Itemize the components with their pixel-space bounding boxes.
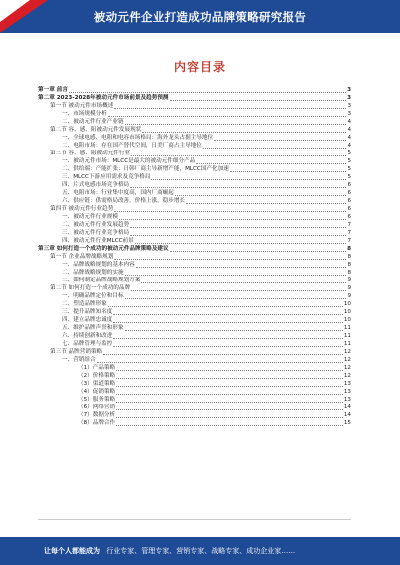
toc-entry-page: 6	[347, 190, 351, 197]
toc-entry-page: 10	[343, 317, 351, 324]
toc-entry[interactable]	[38, 157, 351, 165]
toc-entry[interactable]	[38, 150, 351, 158]
toc-entry-page: 7	[347, 229, 351, 236]
toc-entry-label: 第一节 被动元件市场概述	[50, 102, 114, 109]
toc-entry-label: 一、全球电感、电阻和电容市场格局：海外龙头占据主导地位	[62, 134, 214, 141]
toc-entry-label: 二、被动元件行业发展趋势	[62, 221, 130, 228]
toc-entry[interactable]	[38, 332, 351, 340]
toc-leader-dots	[116, 412, 343, 418]
toc-entry-page: 7	[347, 221, 351, 228]
toc-entry-page: 8	[347, 269, 351, 276]
toc-entry-label: 第三节 品牌营销策略	[50, 348, 103, 355]
toc-entry[interactable]	[38, 292, 351, 300]
toc-entry-label: 二、电阻市场：存在国产替代空间，日美厂商占主导地位	[62, 142, 202, 149]
toc-entry[interactable]	[38, 324, 351, 332]
toc-entry-page: 6	[347, 182, 351, 189]
toc-entry-label: 五、电阻市场：行业集中度高，国内厂商崛起	[62, 190, 174, 197]
toc-leader-dots	[203, 143, 347, 149]
toc-entry[interactable]	[38, 396, 351, 404]
toc-entry-label: 二、品牌战略规划的实施	[62, 269, 124, 276]
toc-entry-label: 一、营销组合	[62, 356, 96, 363]
toc-leader-dots	[151, 174, 346, 180]
toc-entry[interactable]	[38, 102, 351, 110]
toc-leader-dots	[136, 262, 347, 268]
toc-leader-dots	[116, 373, 343, 379]
toc-leader-dots	[119, 214, 346, 220]
toc-entry-page: 13	[343, 396, 351, 403]
toc-entry-page: 5	[347, 150, 351, 157]
toc-entry[interactable]	[38, 340, 351, 348]
toc-entry-page: 10	[343, 301, 351, 308]
toc-leader-dots	[130, 230, 346, 236]
toc-entry[interactable]	[38, 364, 351, 372]
toc-entry-label: （7）数据分析	[78, 412, 116, 419]
toc-entry[interactable]	[38, 300, 351, 308]
toc-leader-dots	[116, 365, 343, 371]
toc-entry[interactable]	[38, 277, 351, 285]
toc-entry-label: （6）网络营销	[78, 404, 116, 411]
toc-entry-page: 9	[347, 293, 351, 300]
toc-entry-label: 第三节 容、感、阻被动元件行业	[50, 150, 131, 157]
toc-entry-page: 6	[347, 206, 351, 212]
toc-entry-page: 12	[343, 356, 351, 363]
toc-entry[interactable]	[38, 269, 351, 277]
toc-leader-dots	[141, 277, 346, 283]
header-band	[0, 0, 400, 33]
toc-entry-page: 11	[343, 333, 351, 339]
toc-leader-dots	[113, 317, 343, 323]
toc-entry[interactable]	[38, 165, 351, 173]
toc-leader-dots	[116, 389, 343, 395]
toc-entry-label: 第三章 如何打造一个成功的被动元件品牌策略及建议	[38, 245, 169, 252]
toc-entry-label: 二、供给端：产能扩张：日韩厂商主导新增产能，MLCC国产化加速	[62, 166, 229, 173]
toc-entry-label: 一、市场规模分析	[62, 110, 107, 117]
toc-leader-dots	[170, 246, 346, 252]
toc-leader-dots	[69, 87, 346, 93]
toc-leader-dots	[116, 404, 343, 410]
toc-entry[interactable]	[38, 173, 351, 181]
toc-entry[interactable]	[38, 404, 351, 412]
toc-leader-dots	[135, 238, 347, 244]
toc-leader-dots	[103, 349, 343, 355]
footer-slogan	[44, 546, 295, 556]
toc-entry-page: 4	[347, 142, 351, 149]
toc-leader-dots	[131, 150, 346, 156]
toc-entry-label: 第二章 2023-2028年被动元件市场前景及趋势预测	[38, 94, 169, 101]
toc-leader-dots	[108, 301, 343, 307]
toc-leader-dots	[116, 420, 343, 426]
toc-leader-dots	[125, 270, 347, 276]
toc-entry-page: 3	[347, 86, 351, 93]
toc-entry-label: （1）产品策略	[78, 364, 116, 371]
toc-entry-label: 一、被动元件市场：MLCC是最大的被动元件细分产品	[62, 158, 196, 165]
toc-entry[interactable]	[38, 380, 351, 388]
toc-entry-label: （5）服务策略	[78, 396, 116, 403]
toc-leader-dots	[114, 254, 346, 260]
toc-leader-dots	[125, 119, 347, 125]
toc-entry-page: 4	[347, 134, 351, 141]
toc-entry-page: 5	[347, 174, 351, 181]
toc-leader-dots	[170, 95, 347, 101]
toc-entry[interactable]	[38, 245, 351, 253]
toc-entry-label: 第四节 被动元件行业趋势	[50, 206, 114, 212]
toc-entry-page: 7	[347, 237, 351, 244]
toc-entry-label: 第二节 如何打造一个成功的品牌	[50, 285, 131, 292]
toc-entry-label: 第二节 容、感、阻被动元件发展现状	[50, 126, 142, 133]
toc-entry-label: 四、被动元件行业MLCC前景	[62, 237, 134, 244]
toc-entry-page: 3	[347, 110, 351, 117]
toc-entry[interactable]	[38, 229, 351, 237]
toc-entry-label: 六、持续创新和改进	[62, 333, 113, 339]
toc-leader-dots	[214, 135, 346, 141]
toc-entry-page: 14	[343, 404, 351, 411]
toc-entry-label: 一、明确品牌定位和目标	[62, 293, 124, 300]
toc-entry[interactable]	[38, 237, 351, 245]
toc-entry[interactable]	[38, 308, 351, 316]
toc-entry[interactable]	[38, 213, 351, 221]
toc-leader-dots	[114, 206, 346, 212]
toc-leader-dots	[130, 222, 346, 228]
toc-entry-label: （4）促销策略	[78, 388, 116, 395]
toc-entry[interactable]	[38, 181, 351, 189]
toc-leader-dots	[196, 158, 346, 164]
toc-entry-page: 3	[347, 94, 351, 101]
toc-entry-page: 10	[343, 309, 351, 316]
toc-entry[interactable]	[38, 419, 351, 427]
report-title: 被动元件企业打造成功品牌策略研究报告	[93, 10, 307, 24]
toc-leader-dots	[116, 381, 343, 387]
toc-entry-label: （3）渠道策略	[78, 380, 116, 387]
toc-leader-dots	[114, 103, 346, 109]
toc-entry-page: 11	[343, 325, 351, 332]
toc-entry-label: 第一章 前言	[38, 86, 68, 93]
toc-leader-dots	[125, 325, 343, 331]
toc-entry-page: 9	[347, 285, 351, 292]
toc-entry[interactable]	[38, 316, 351, 324]
toc-entry-label: 七、品牌管理与监控	[62, 340, 113, 347]
toc-leader-dots	[125, 293, 347, 299]
toc-entry-page: 13	[343, 380, 351, 387]
toc-leader-dots	[230, 166, 347, 172]
toc-entry-page: 8	[347, 253, 351, 260]
toc-leader-dots	[186, 198, 346, 204]
toc-leader-dots	[97, 357, 343, 363]
toc-entry-label: 四、建立品牌忠诚度	[62, 317, 113, 324]
toc-entry-label: 一、被动元件行业规模	[62, 213, 118, 220]
toc-entry-label: 五、维护品牌声誉和形象	[62, 325, 124, 332]
table-of-contents	[38, 86, 351, 427]
toc-entry-label: 二、塑造品牌形象	[62, 301, 107, 308]
toc-entry[interactable]	[38, 189, 351, 197]
divider	[38, 519, 351, 520]
toc-entry-label: 四、片式电感市场竞争格局	[62, 182, 130, 189]
toc-leader-dots	[116, 397, 343, 403]
toc-leader-dots	[113, 333, 343, 339]
toc-entry-label: （2）价格策略	[78, 372, 116, 379]
toc-entry[interactable]	[38, 126, 351, 134]
toc-entry[interactable]	[38, 221, 351, 229]
toc-entry[interactable]	[38, 94, 351, 102]
toc-leader-dots	[131, 285, 346, 291]
toc-entry-page: 15	[343, 420, 351, 427]
toc-entry-page: 12	[343, 372, 351, 379]
toc-entry-page: 8	[347, 245, 351, 252]
toc-entry-page: 6	[347, 213, 351, 220]
toc-entry-page: 11	[343, 340, 351, 347]
toc-entry-page: 5	[347, 166, 351, 173]
footer-band	[0, 537, 400, 565]
toc-entry-page: 6	[347, 198, 351, 205]
toc-entry-page: 4	[347, 118, 351, 125]
toc-leader-dots	[175, 190, 347, 196]
toc-entry-label: 三、被动元件行业竞争格局	[62, 229, 130, 236]
toc-entry-label: 一、品牌战略规划的基本内容	[62, 261, 135, 268]
toc-entry[interactable]	[38, 197, 351, 205]
toc-entry-page: 14	[343, 412, 351, 419]
footer-slogan-text: 行业专家、管理专家、营销专家、战略专家、成功企业家……	[106, 547, 296, 555]
toc-leader-dots	[142, 127, 346, 133]
toc-entry-label: （8）品牌合作	[78, 420, 116, 427]
toc-entry[interactable]	[38, 356, 351, 364]
toc-entry-label: 二、被动元件行业产业链	[62, 118, 124, 125]
toc-entry-page: 13	[343, 388, 351, 395]
toc-entry[interactable]	[38, 253, 351, 261]
footer-slogan-lead: 让每个人都能成为	[44, 547, 100, 555]
toc-entry-page: 3	[347, 102, 351, 109]
toc-entry[interactable]	[38, 86, 351, 94]
toc-entry-page: 8	[347, 261, 351, 268]
toc-entry[interactable]	[38, 110, 351, 118]
toc-entry-page: 12	[343, 364, 351, 371]
toc-entry[interactable]	[38, 372, 351, 380]
toc-leader-dots	[113, 309, 343, 315]
toc-entry-label: 三、提升品牌知名度	[62, 309, 113, 316]
toc-leader-dots	[130, 182, 346, 188]
toc-entry[interactable]	[38, 261, 351, 269]
toc-entry-label: 三、MLCC下游应用需求及竞争格局	[62, 174, 151, 181]
toc-leader-dots	[113, 341, 343, 347]
toc-heading: 内容目录	[173, 60, 226, 74]
toc-entry[interactable]	[38, 134, 351, 142]
toc-entry[interactable]	[38, 142, 351, 150]
toc-entry[interactable]	[38, 411, 351, 419]
toc-entry-label: 三、如何制定品牌战略规划方案	[62, 277, 141, 284]
toc-entry-page: 12	[343, 348, 351, 355]
toc-entry[interactable]	[38, 348, 351, 356]
toc-entry[interactable]	[38, 118, 351, 126]
toc-entry[interactable]	[38, 205, 351, 213]
toc-entry[interactable]	[38, 388, 351, 396]
toc-entry[interactable]	[38, 284, 351, 292]
toc-entry-page: 9	[347, 277, 351, 284]
toc-entry-label: 第一节 企业品牌战略规划	[50, 253, 114, 260]
toc-entry-label: 六、供应链：供需格局改善，价格上涨，稳步增长	[62, 198, 186, 205]
toc-entry-page: 5	[347, 158, 351, 165]
toc-leader-dots	[108, 111, 347, 117]
toc-entry-page: 4	[347, 126, 351, 133]
